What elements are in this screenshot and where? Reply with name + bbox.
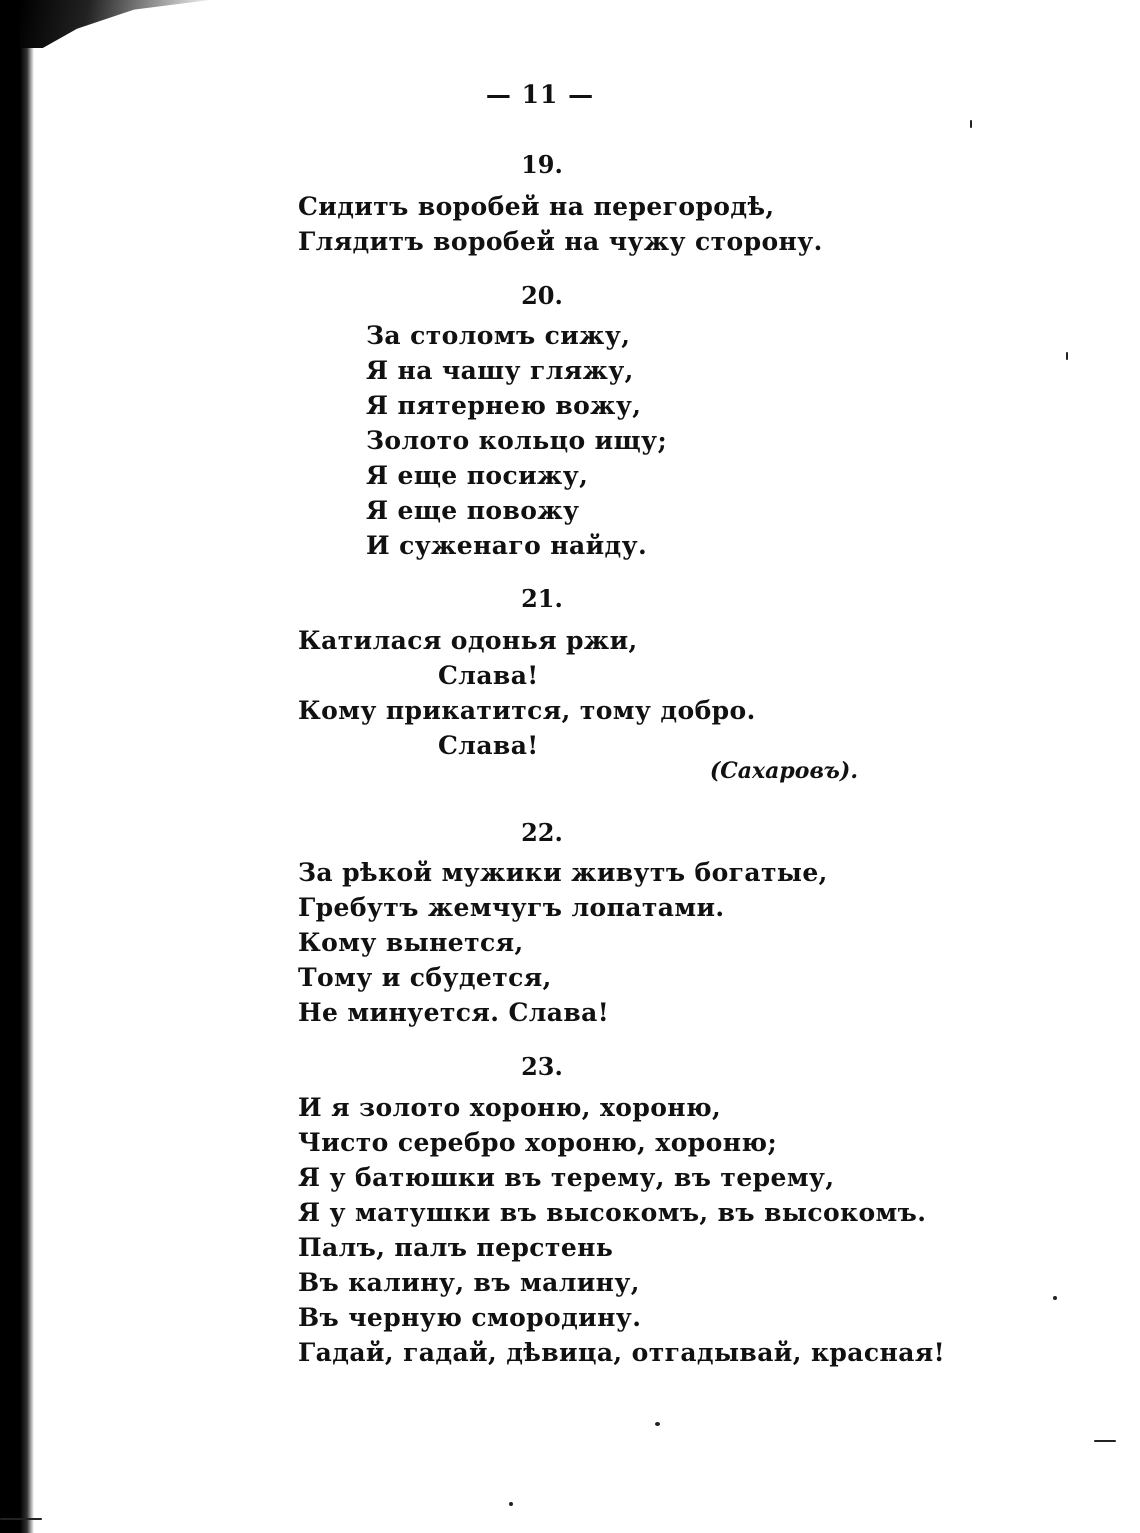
scan-speck <box>0 1518 42 1520</box>
poem-line: Глядитъ воробей на чужу сторону. <box>298 227 823 256</box>
poem-line: Я у батюшки въ терему, въ терему, <box>298 1163 835 1192</box>
page-number: — 11 — <box>485 80 595 109</box>
scan-speck <box>509 1502 513 1506</box>
poem-line: Не минуется. Слава! <box>298 998 610 1027</box>
scan-speck <box>1094 1440 1116 1442</box>
attribution: (Сахаровъ). <box>709 758 858 784</box>
scan-speck <box>970 120 972 128</box>
poem-line: Золото кольцо ищу; <box>366 426 668 455</box>
scan-speck <box>1066 352 1068 360</box>
poem-line: И я золото хороню, хороню, <box>298 1093 722 1122</box>
poem-line: Тому и сбудется, <box>298 963 552 992</box>
poem-line: Катилася одонья ржи, <box>298 626 638 655</box>
poem-line: Я у матушки въ высокомъ, въ высокомъ. <box>298 1198 927 1227</box>
poem-number-21: 21. <box>521 584 563 613</box>
poem-refrain: Слава! <box>438 731 539 760</box>
poem-line: Я пятернею вожу, <box>366 391 642 420</box>
poem-number-22: 22. <box>521 818 563 847</box>
poem-line: Чисто серебро хороню, хороню; <box>298 1128 778 1157</box>
poem-line: Палъ, палъ перстень <box>298 1233 614 1262</box>
poem-number-20: 20. <box>521 281 563 310</box>
poem-refrain: Слава! <box>438 661 539 690</box>
poem-line: Гребутъ жемчугъ лопатами. <box>298 893 725 922</box>
poem-line: Кому вынется, <box>298 928 524 957</box>
poem-line: И суженаго найду. <box>366 531 648 560</box>
poem-line: Сидитъ воробей на перегородѣ, <box>298 192 775 221</box>
poem-line: Гадай, гадай, дѣвица, отгадывай, красная! <box>298 1338 946 1367</box>
poem-line: За столомъ сижу, <box>366 321 631 350</box>
scan-speck <box>655 1422 660 1426</box>
poem-line: Кому прикатится, тому добро. <box>298 696 756 725</box>
poem-line: Я еще посижу, <box>366 461 589 490</box>
poem-line: Въ черную смородину. <box>298 1303 642 1332</box>
scan-speck <box>1053 1296 1057 1300</box>
poem-number-23: 23. <box>521 1052 563 1081</box>
poem-line: За рѣкой мужики живутъ богатые, <box>298 858 828 887</box>
poem-line: Я еще повожу <box>366 496 580 525</box>
poem-line: Я на чашу гляжу, <box>366 356 634 385</box>
poem-number-19: 19. <box>521 150 563 179</box>
poem-line: Въ калину, въ малину, <box>298 1268 640 1297</box>
